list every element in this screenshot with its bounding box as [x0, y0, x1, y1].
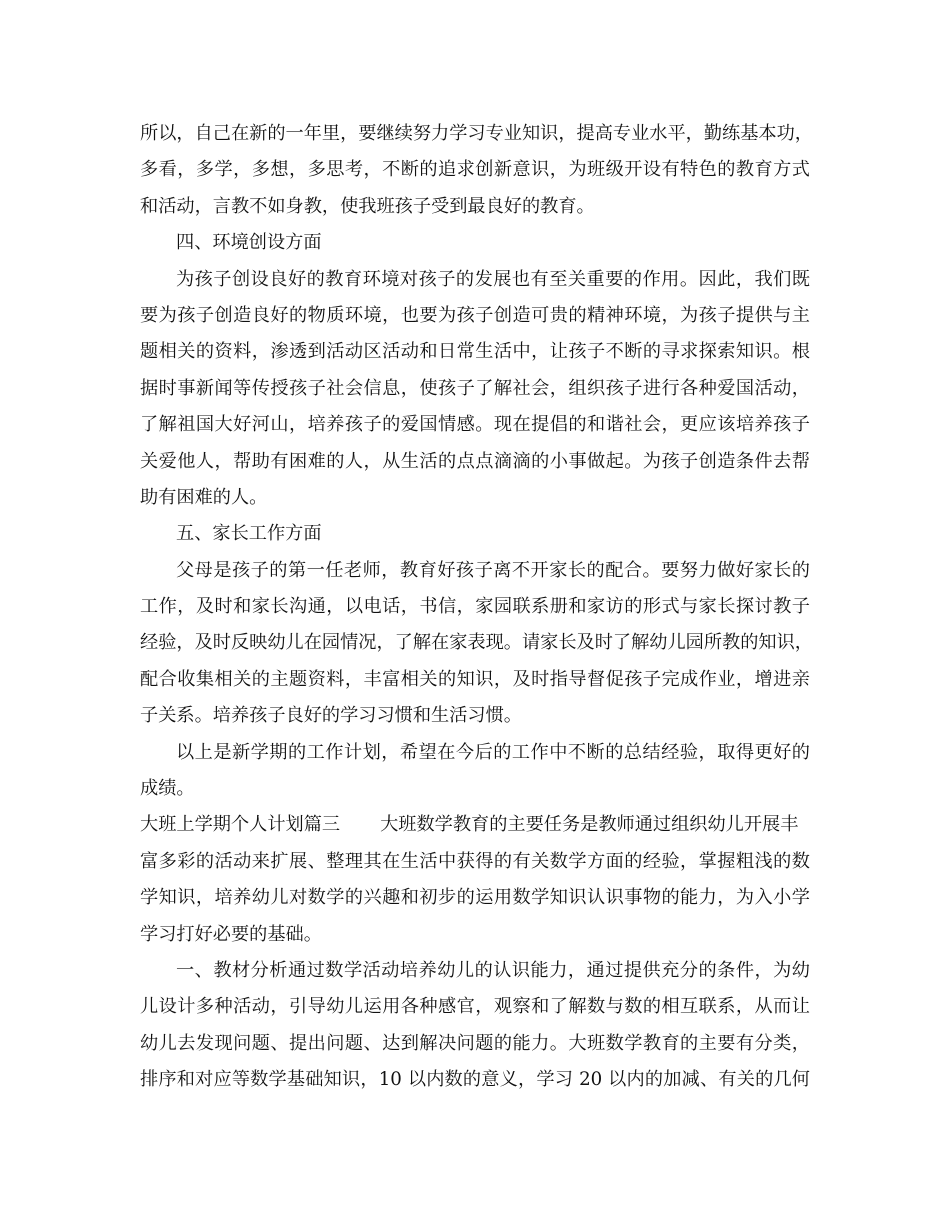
document-page [140, 116, 813, 1099]
body-text-line: 要为孩子创造良好的物质环境，也要为孩子创造可贵的精神环境，为孩子提供与主 [140, 304, 810, 326]
body-text-line: 大班数学教育的主要任务是教师通过组织幼儿开展丰 [380, 814, 799, 836]
body-text-line: 成绩。 [140, 778, 195, 800]
body-text-line: 富多彩的活动来扩展、整理其在生活中获得的有关数学方面的经验，掌握粗浅的数 [140, 850, 810, 872]
body-text-line: 和活动，言教不如身教，使我班孩子受到最良好的教育。 [140, 195, 595, 217]
body-text-line: 据时事新闻等传授孩子社会信息，使孩子了解社会，组织孩子进行各种爱国活动， [140, 377, 810, 399]
body-text-line: 配合收集相关的主题资料，丰富相关的知识，及时指导督促孩子完成作业，增进亲 [140, 668, 810, 690]
body-text-line: 以上是新学期的工作计划，希望在今后的工作中不断的总结经验，取得更好的 [176, 741, 810, 763]
article-title: 大班上学期个人计划篇三 [140, 814, 341, 836]
body-text-line: 所以，自己在新的一年里，要继续努力学习专业知识，提高专业水平，勤练基本功， [140, 123, 813, 144]
body-text-line: 为孩子创设良好的教育环境对孩子的发展也有至关重要的作用。因此，我们既 [176, 268, 810, 290]
section-heading: 五、家长工作方面 [176, 523, 322, 545]
article-title-line [140, 807, 810, 843]
body-text-line: 学习打好必要的基础。 [140, 923, 322, 945]
body-text-line: 题相关的资料，渗透到活动区活动和日常生活中，让孩子不断的寻求探索知识。根 [140, 341, 810, 363]
section-heading: 四、环境创设方面 [176, 232, 322, 254]
body-text-line: 子关系。培养孩子良好的学习习惯和生活习惯。 [140, 705, 522, 727]
body-text-line: 经验，及时反映幼儿在园情况，了解在家表现。请家长及时了解幼儿园所教的知识， [140, 632, 813, 654]
body-text-line: 工作，及时和家长沟通，以电话，书信，家园联系册和家访的形式与家长探讨教子 [140, 596, 810, 618]
body-text-line: 幼儿去发现问题、提出问题、达到解决问题的能力。大班数学教育的主要有分类， [140, 1032, 810, 1054]
body-text-line: 学知识，培养幼儿对数学的兴趣和初步的运用数学知识认识事物的能力，为入小学 [140, 887, 810, 909]
body-text-line: 多看，多学，多想，多思考，不断的追求创新意识，为班级开设有特色的教育方式 [140, 159, 810, 181]
body-text-line: 儿设计多种活动，引导幼儿运用各种感官，观察和了解数与数的相互联系，从而让 [140, 996, 810, 1018]
body-text-line: 父母是孩子的第一任老师，教育好孩子离不开家长的配合。要努力做好家长的 [176, 559, 810, 581]
body-text-line: 助有困难的人。 [140, 486, 268, 508]
body-text-line: 关爱他人，帮助有困难的人，从生活的点点滴滴的小事做起。为孩子创造条件去帮 [140, 450, 810, 472]
body-text-line: 排序和对应等数学基础知识，10 以内数的意义，学习 20 以内的加减、有关的几何 [140, 1069, 810, 1091]
body-text-line: 一、教材分析通过数学活动培养幼儿的认识能力，通过提供充分的条件，为幼 [176, 959, 810, 981]
body-text-line: 了解祖国大好河山，培养孩子的爱国情感。现在提倡的和谐社会，更应该培养孩子 [140, 414, 810, 436]
